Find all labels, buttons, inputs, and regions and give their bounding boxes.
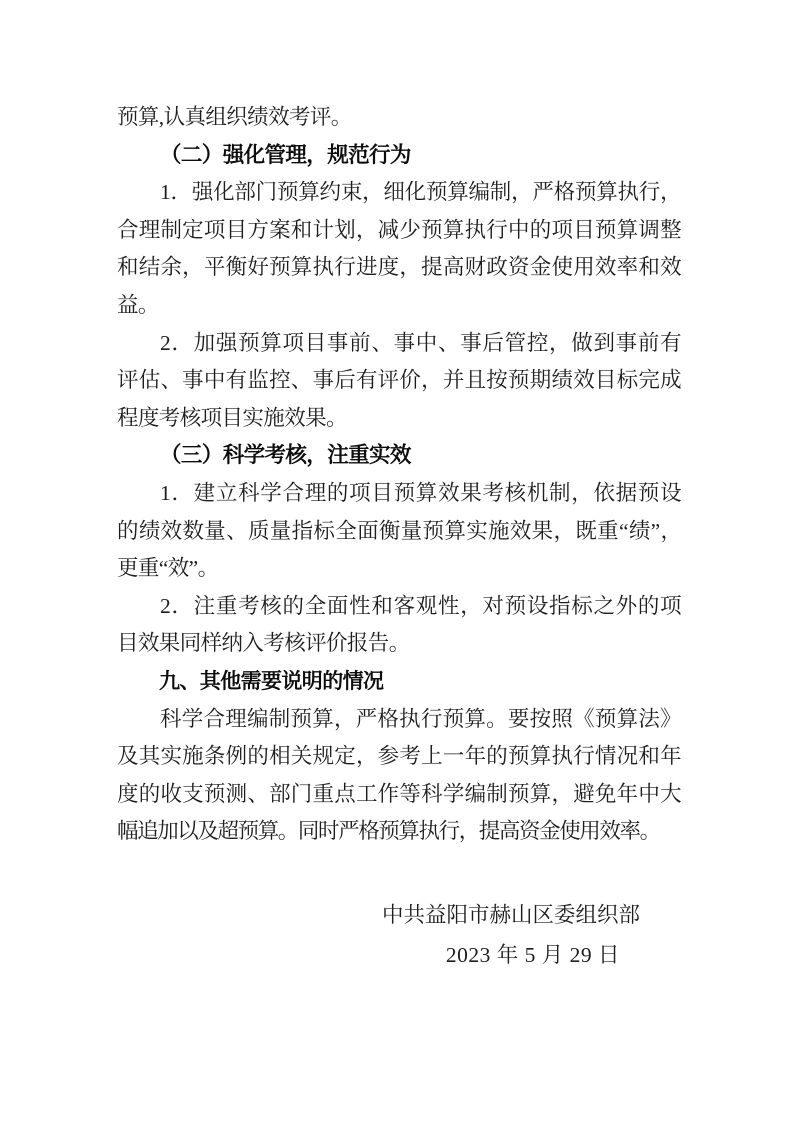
paragraph-line: 1．建立科学合理的项目预算效果考核机制，依据预设 bbox=[160, 480, 681, 505]
paragraph-line: 2．注重考核的全面性和客观性，对预设指标之外的项 bbox=[160, 593, 681, 618]
paragraph-line: 度的收支预测、部门重点工作等科学编制预算，避免年中大 bbox=[117, 781, 681, 806]
paragraph-line: 目效果同样纳入考核评价报告。 bbox=[117, 631, 410, 656]
subsection-heading-3: （三）科学考核，注重实效 bbox=[160, 443, 411, 468]
paragraph-line: 程度考核项目实施效果。 bbox=[117, 405, 347, 430]
signature-date: 2023 年 5 月 29 日 bbox=[445, 942, 620, 967]
paragraph-line: 的绩效数量、质量指标全面衡量预算实施效果，既重“绩”， bbox=[117, 518, 681, 543]
signature-org: 中共益阳市赫山区委组织部 bbox=[381, 902, 640, 927]
signature-block bbox=[117, 895, 681, 975]
paragraph-line: 更重“效”。 bbox=[117, 556, 219, 581]
paragraph-line: 合理制定项目方案和计划，减少预算执行中的项目预算调整 bbox=[117, 217, 681, 242]
paragraph-continuation-line: 预算,认真组织绩效考评。 bbox=[117, 105, 352, 129]
paragraph-line: 评估、事中有监控、事后有评价，并且按预期绩效目标完成 bbox=[117, 368, 681, 393]
subsection-heading-2: （二）强化管理，规范行为 bbox=[160, 142, 411, 167]
paragraph-line: 1．强化部门预算约束，细化预算编制，严格预算执行， bbox=[160, 180, 681, 205]
chapter-heading-9: 九、其他需要说明的情况 bbox=[159, 669, 384, 693]
paragraph-line: 2．加强预算项目事前、事中、事后管控，做到事前有 bbox=[160, 330, 681, 355]
paragraph-line: 科学合理编制预算，严格执行预算。要按照《预算法》 bbox=[160, 706, 681, 731]
paragraph-line: 益。 bbox=[117, 292, 159, 317]
paragraph-line: 和结余，平衡好预算执行进度，提高财政资金使用效率和效 bbox=[117, 255, 681, 280]
document-body bbox=[117, 99, 681, 975]
paragraph-line: 及其实施条例的相关规定，参考上一年的预算执行情况和年 bbox=[117, 744, 681, 769]
paragraph-line: 幅追加以及超预算。同时严格预算执行，提高资金使用效率。 bbox=[117, 819, 660, 844]
